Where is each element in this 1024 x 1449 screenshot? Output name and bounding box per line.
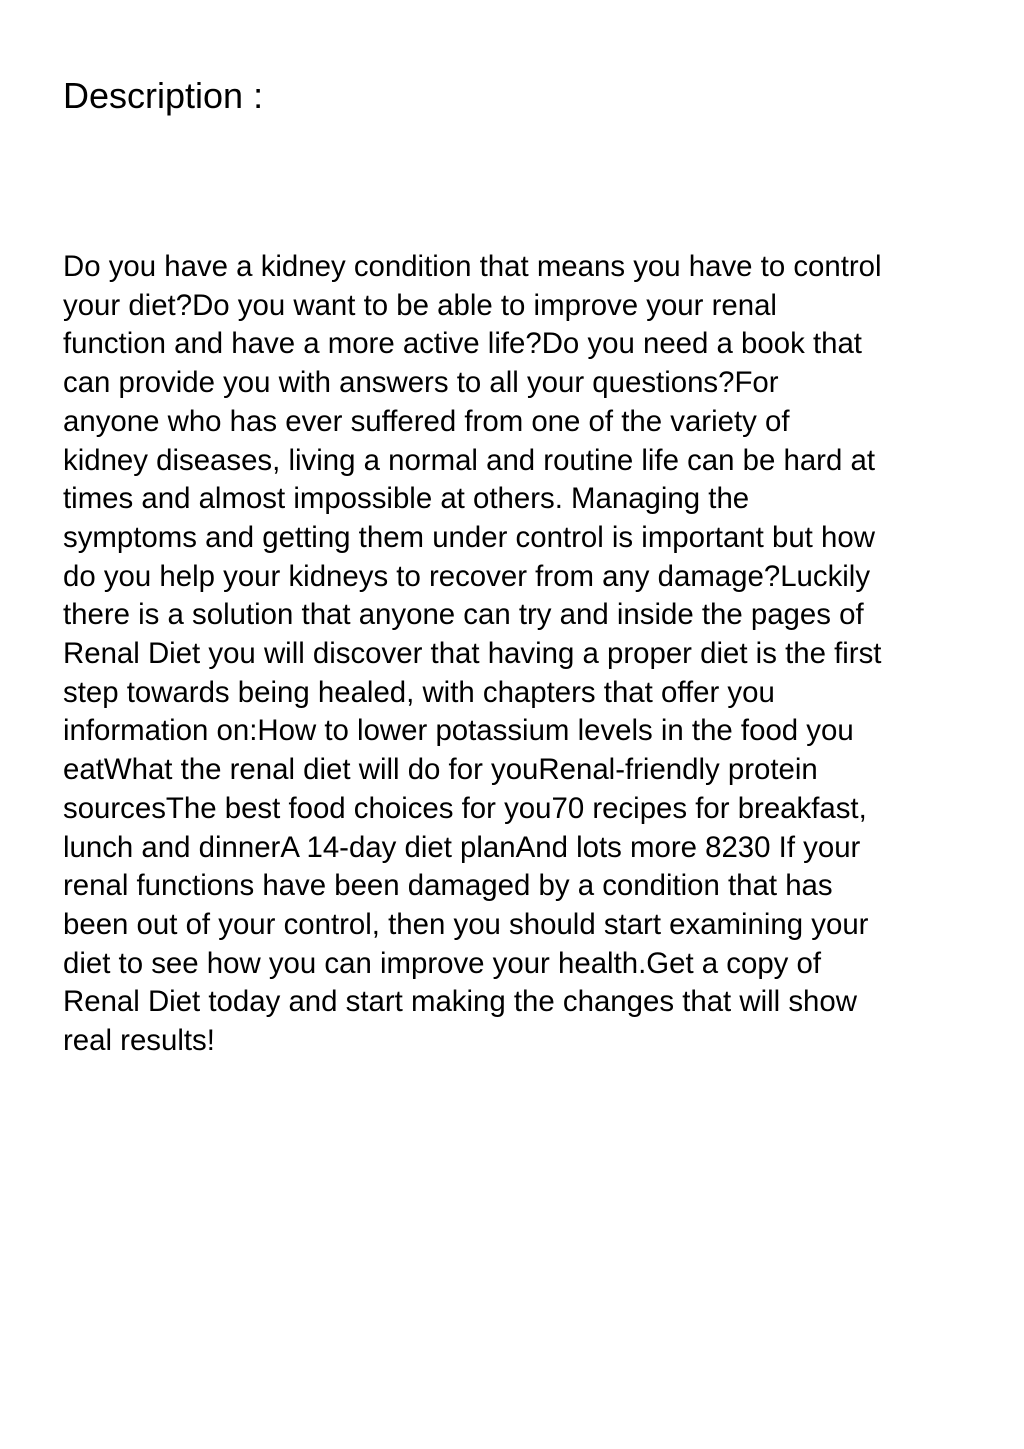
body-line: anyone who has ever suffered from one of the variety of	[63, 404, 790, 438]
body-line: Do you have a kidney condition that means you have to control	[63, 250, 882, 283]
body-line: been out of your control, then you should start examining your	[63, 907, 869, 941]
body-line: diet to see how you can improve your health.Get a copy of	[63, 946, 822, 980]
body-line: eatWhat the renal diet will do for youRenal-friendly protein	[63, 753, 818, 787]
description-heading: Description :	[63, 75, 264, 116]
body-line: kidney diseases, living a normal and routine life can be hard at	[63, 443, 875, 477]
body-line: information on:How to lower potassium levels in the food you	[63, 714, 854, 748]
body-line: real results!	[63, 1024, 215, 1058]
body-line: function and have a more active life?Do you need a book that	[63, 327, 862, 361]
body-line: your diet?Do you want to be able to improve your renal	[63, 288, 777, 322]
body-line: Renal Diet today and start making the changes that will show	[63, 985, 857, 1019]
body-line: renal functions have been damaged by a condition that has	[63, 869, 833, 903]
body-line: symptoms and getting them under control is important but how	[63, 520, 875, 554]
body-line: sourcesThe best food choices for you70 recipes for breakfast,	[63, 791, 867, 825]
description-body	[63, 248, 968, 1061]
body-line: do you help your kidneys to recover from any damage?Luckily	[63, 559, 871, 593]
body-line: Renal Diet you will discover that having a proper diet is the first	[63, 637, 882, 671]
body-line: times and almost impossible at others. Managing the	[63, 482, 750, 516]
body-line: lunch and dinnerA 14-day diet planAnd lots more 8230 If your	[63, 830, 861, 864]
body-line: step towards being healed, with chapters that offer you	[63, 675, 775, 709]
body-line: can provide you with answers to all your questions?For	[63, 366, 779, 400]
body-line: there is a solution that anyone can try and inside the pages of	[63, 598, 864, 632]
